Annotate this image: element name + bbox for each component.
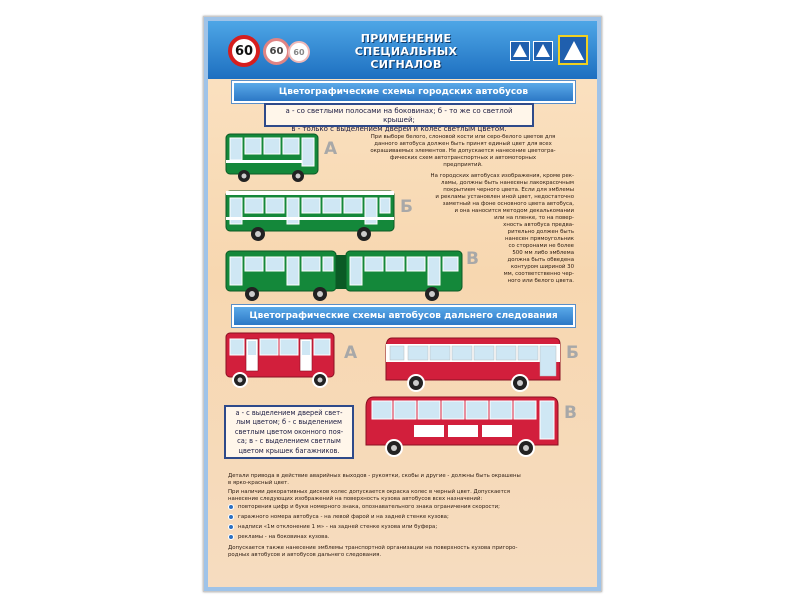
caption-line: а - со светлыми полосами на боковинах; б - то же со светлой крышей; <box>285 107 513 124</box>
bottom-paragraph-1 <box>228 473 578 487</box>
variant-letter: Б <box>566 343 579 363</box>
text-line: и она наносится методом декалькомании <box>454 208 574 214</box>
caption-line: в - только с выделением дверей и колес светлым цветом. <box>291 125 507 133</box>
list-item <box>228 522 573 532</box>
poster-title-line: СИГНАЛОВ <box>370 58 442 71</box>
variant-letter: А <box>324 139 338 159</box>
text-line: ламы, должны быть нанесены лакокрасочным <box>441 180 574 186</box>
pedestrian-crossing-sign-icon <box>510 41 530 61</box>
poster-title-line: ПРИМЕНЕНИЕ СПЕЦИАЛЬНЫХ <box>354 32 458 58</box>
text-line: окрашиваемых элементов. Не допускается нанесение цветогра- <box>370 148 556 154</box>
text-line: заметный на фоне основного цвета автобуса, <box>442 201 574 207</box>
text-line: покрытием черного цвета. Если для эмблемы <box>443 187 574 193</box>
caption-line: лым цветом; б - с выделением <box>235 418 343 427</box>
city-bus-b-illustration <box>224 189 396 243</box>
intercity-bus-a-illustration <box>224 331 336 391</box>
text-line: рительно должен быть <box>507 229 574 235</box>
text-line: 500 мм либо эмблема <box>512 250 574 256</box>
text-line: При наличии декоративных дисков колес допускается окраска колес в черный цвет. Допускается <box>228 489 510 495</box>
variant-letter: А <box>344 343 358 363</box>
intercity-bus-v-illustration <box>364 393 560 459</box>
speed-limit-sign-icon: 60 <box>228 35 260 67</box>
text-line: или на пленке, то на повер- <box>494 215 574 221</box>
variant-letter: Б <box>400 197 413 217</box>
city-buses-caption <box>264 103 534 133</box>
section-title-intercity-buses: Цветографические схемы автобусов дальнего следования <box>232 305 575 327</box>
intercity-bus-b-illustration <box>384 334 562 394</box>
text-line: фических схем автотранспортных и автомоторных <box>389 155 537 161</box>
text-line: родных автобусов и автобусов дальнего следования. <box>228 552 382 558</box>
bullet-icon <box>228 534 234 540</box>
pedestrian-crossing-sign-icon <box>558 35 588 65</box>
list-item <box>228 512 573 522</box>
bullet-icon <box>228 524 234 530</box>
text-line: нанесен прямоугольник <box>505 236 574 242</box>
poster <box>203 16 602 592</box>
text-line: предприятий. <box>443 162 483 168</box>
poster-title <box>316 32 496 71</box>
poster-header <box>208 21 597 79</box>
section-title-city-buses: Цветографические схемы городских автобусов <box>232 81 575 103</box>
bullet-icon <box>228 514 234 520</box>
text-line: со сторонами не более <box>508 243 574 249</box>
bullet-list <box>228 502 573 542</box>
city-paragraph-1 <box>352 134 574 169</box>
text-line: контуром шириной 30 <box>510 264 574 270</box>
variant-letter: В <box>466 249 479 269</box>
text-line: хность автобуса предва- <box>503 222 574 228</box>
text-line: в ярко-красный цвет. <box>228 480 290 486</box>
caption-line: светлым цветом оконного поя- <box>234 427 344 436</box>
bottom-paragraph-3 <box>228 545 578 559</box>
list-item <box>228 532 573 542</box>
text-line: Детали привода в действие аварийных выходов - рукоятки, скобы и другие - должны быть окрашены <box>228 473 521 479</box>
city-paragraph-2 <box>394 173 574 285</box>
text-line: данного автобуса должен быть принят единый цвет для всех <box>374 141 552 147</box>
speed-limit-sign-icon: 60 <box>263 38 290 65</box>
variant-letter: В <box>564 403 577 423</box>
text-line: и рекламы установлен иной цвет, недостаточно <box>435 194 574 200</box>
intercity-buses-caption <box>224 405 354 459</box>
speed-limit-sign-icon: 60 <box>288 41 310 63</box>
city-bus-a-illustration <box>224 132 320 184</box>
text-line: нанесение следующих изображений на поверхность кузова автобусов всех назначений: <box>228 496 483 502</box>
list-item <box>228 502 573 512</box>
caption-line: цветом крышек багажников. <box>238 446 340 455</box>
list-item-text: надписи «1м отклонение 1 м» - на задней стенке кузова или буфера; <box>238 524 438 530</box>
text-line: При выборе белого, слоновой кости или серо-белого цветов для <box>370 134 556 140</box>
list-item-text: рекламы - на боковинах кузова. <box>238 534 330 540</box>
list-item-text: повторения цифр и букв номерного знака, опознавательного знака ограничения скорости; <box>238 504 500 510</box>
list-item-text: гаражного номера автобуса - на левой фарой и на задней стенке кузова; <box>238 514 449 520</box>
pedestrian-crossing-sign-icon <box>533 41 553 61</box>
text-line: мм, соответственно чер- <box>503 271 574 277</box>
text-line: На городских автобусах изображения, кроме рек- <box>430 173 574 179</box>
caption-line: а - с выделением дверей свет- <box>235 409 343 417</box>
bullet-icon <box>228 504 234 510</box>
caption-line: са; в - с выделением светлым <box>237 437 341 446</box>
text-line: должна быть обведена <box>507 257 574 263</box>
text-line: Допускается также нанесение эмблемы транспортной организации на поверхность кузова пригоро- <box>228 545 518 551</box>
bottom-paragraph-2 <box>228 489 578 503</box>
text-line: ного или белого цвета. <box>507 278 574 284</box>
